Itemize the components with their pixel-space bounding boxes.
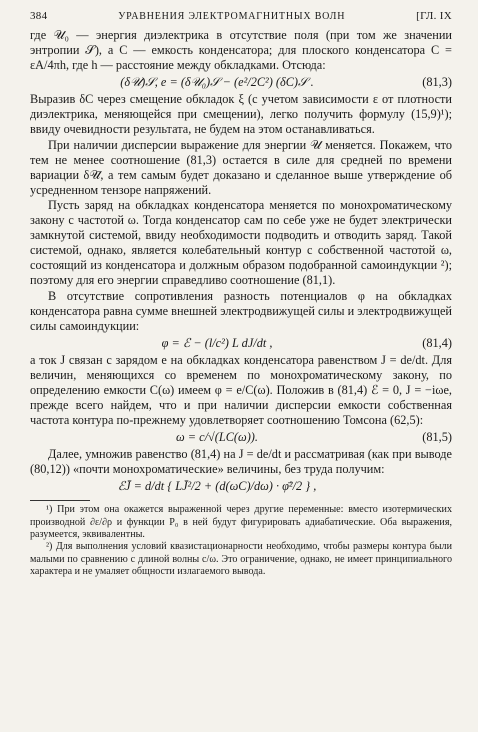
paragraph-1: где 𝒰₀ — энергия диэлектрика в отсутствие поля (при том же значении энтропии 𝒮), а C — емкость конденсатора; для плоского конденсатора C = εA/4πh, где h — расстояние между обкладками. Отсюда: (30, 28, 452, 73)
footnote-1: ¹) При этом она окажется выраженной через другие переменные: вместо изотермических производной ∂ε/∂ρ и функции P₀ в ней будут фигурировать адиабатические. Оба выражения, разумеется, эквивалентны. (30, 504, 452, 541)
page-header (30, 10, 452, 28)
footnote-2: ²) Для выполнения условий квазистационарности необходимо, чтобы размеры контура были малыми по сравнению с длиной волны c/ω. Это ограничение, однако, не имеет принципиального характера и не умаляет общности излагаемого вывода. (30, 541, 452, 577)
equation-expression: φ = ℰ − (l/c²) L dJ/dt , (161, 335, 273, 350)
equation-number: (81,4) (422, 335, 452, 350)
chapter-label: [ГЛ. IX (416, 10, 452, 22)
paragraph-6: а ток J связан с зарядом e на обкладках конденсатора равенством J = de/dt. Для величин, меняющихся со временем по монохроматическому закону, по определению емкости C(ω) имеем φ = e/C(ω). Положив в (81,4) ℰ = 0, J = −iωe, прежде всего найдем, что и при наличии дисперсии емкости собственная частота контура по-прежнему удовлетворяет соотношению Томсона (62,5): (30, 352, 452, 428)
paragraph-4: Пусть заряд на обкладках конденсатора меняется по монохроматическому закону с частотой ω. Тогда конденсатор сам по себе уже не будет электрически замкнутой системой, ввиду необходимости подводить и отводить заряд. Такой системой, однако, является колебательный контур с собственной частотой ω, состоящий из конденсатора и должным образом подобранной самоиндукции ²); поэтому для его энергии справедливо соотношение (81,1). (30, 197, 452, 288)
paragraph-2: Выразив δC через смещение обкладок ξ (с учетом зависимости ε от плотности диэлектрика, меняющейся при смещении), легко получить формулу (15,9)¹); ввиду очевидности результата, не будем на этом останавливаться. (30, 92, 452, 137)
equation-number: (81,5) (422, 430, 452, 445)
equation-energy (30, 479, 452, 494)
page-number: 384 (30, 10, 48, 22)
equation-81-5 (30, 430, 452, 445)
equation-expression: (δ𝒰)𝒮, e = (δ𝒰₀)𝒮 − (e²/2C²) (δC)𝒮 . (120, 75, 314, 90)
equation-81-3 (30, 75, 452, 90)
running-title: УРАВНЕНИЯ ЭЛЕКТРОМАГНИТНЫХ ВОЛН (118, 11, 346, 22)
equation-expression: ω = c/√(LC(ω)). (176, 430, 258, 445)
paragraph-3: При наличии дисперсии выражение для энергии 𝒰 меняется. Покажем, что тем не менее соотношение (81,3) остается в силе для средней по времени вариации δ𝒰̄, а тем самым будет доказано и сделанное выше утверждение об усредненном тензоре напряжений. (30, 137, 452, 197)
paragraph-7: Далее, умножив равенство (81,4) на J = de/dt и рассматривая (как при выводе (80,12)) «почти монохроматические» величины, без труда получим: (30, 447, 452, 477)
equation-number: (81,3) (422, 75, 452, 90)
equation-expression: ℰJ̄ = d/dt { LJ̄²/2 + (d(ωC)/dω) · φ̄²/2 } , (117, 479, 317, 494)
paragraph-5: В отсутствие сопротивления разность потенциалов φ на обкладках конденсатора равна сумме внешней электродвижущей силы и электродвижущей силы самоиндукции: (30, 288, 452, 333)
equation-81-4 (30, 336, 452, 351)
footnote-divider (30, 500, 90, 501)
